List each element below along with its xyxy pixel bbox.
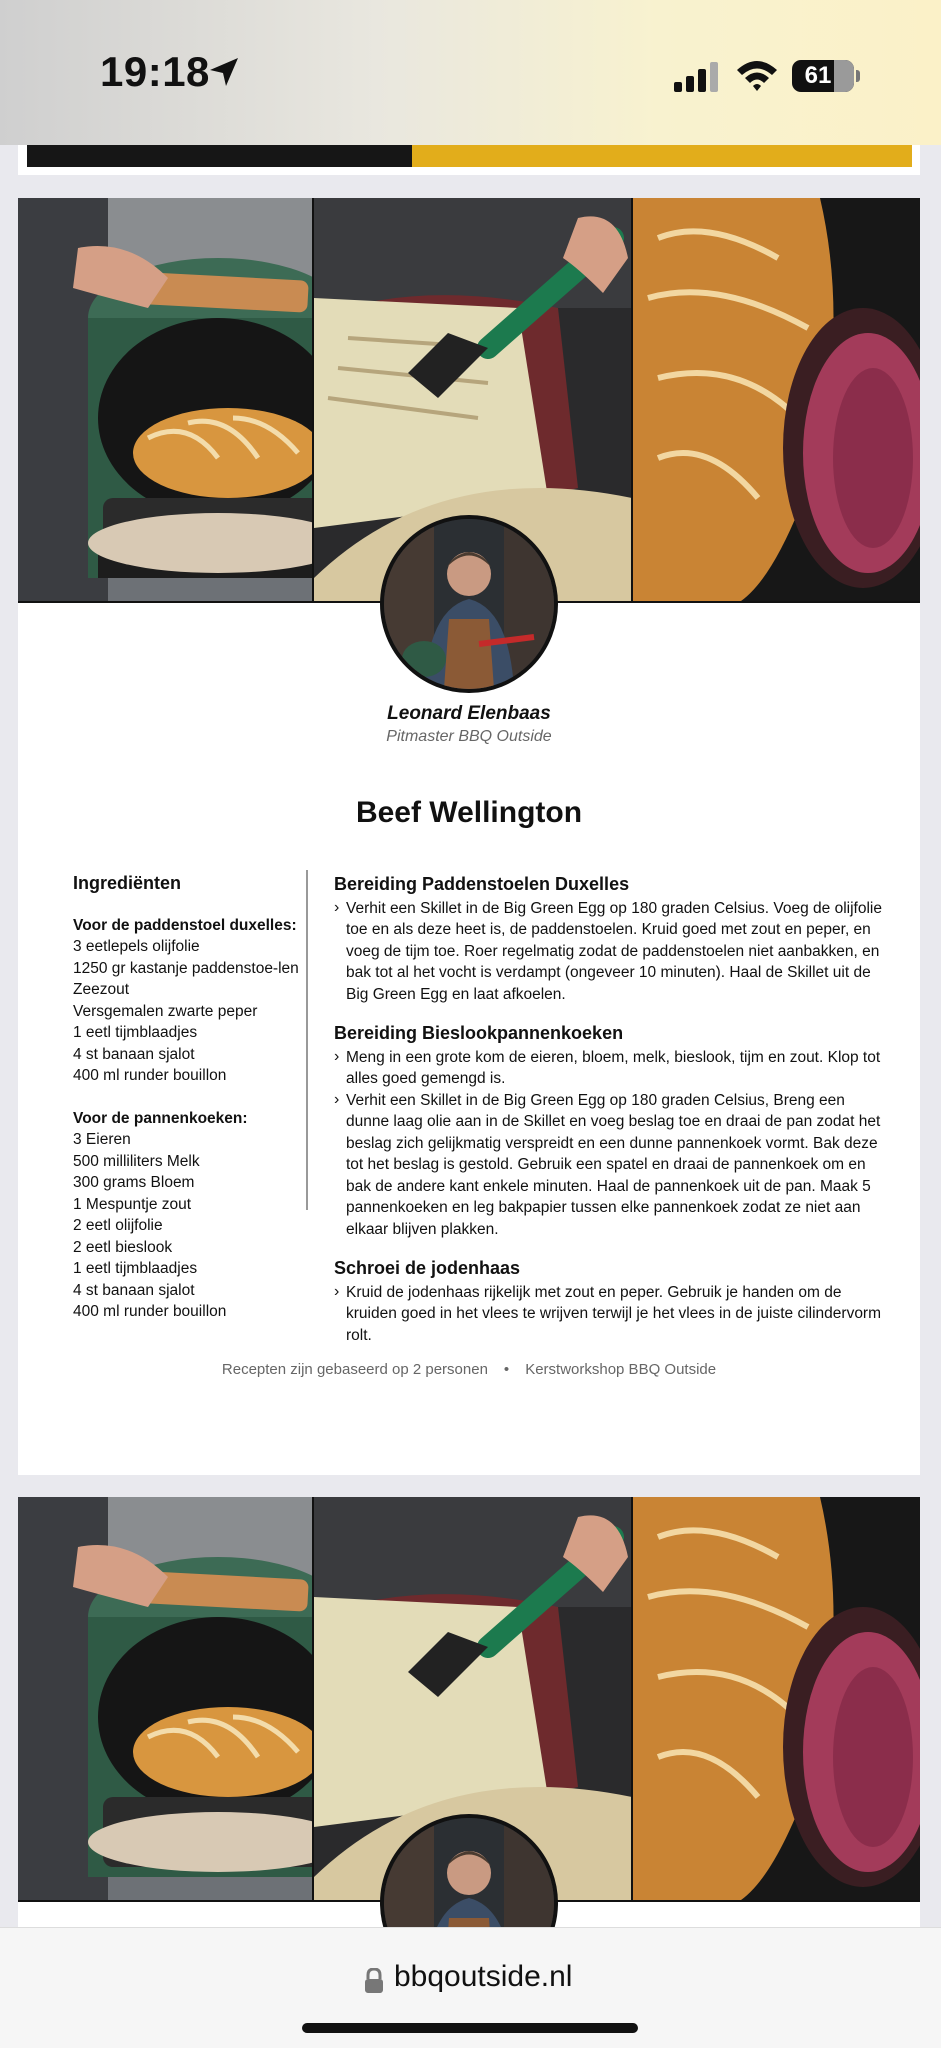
ingredient-item: 400 ml runder bouillon (73, 1067, 227, 1084)
preparation-section (334, 1258, 889, 1346)
previous-card-strip (18, 145, 920, 175)
ingredient-item: Zeezout (73, 981, 130, 998)
ingredient-item: 3 eetlepels olijfolie (73, 938, 200, 955)
ingredients-column (73, 873, 303, 1323)
recipe-title: Beef Wellington (355, 796, 583, 829)
location-arrow-icon (208, 56, 240, 88)
chef-name: Leonard Elenbaas (387, 703, 551, 724)
servings-note: Recepten zijn gebaseerd op 2 personen (221, 1361, 488, 1378)
ingredients-group-title: Voor de paddenstoel duxelles: (73, 916, 297, 934)
preparation-section (334, 874, 889, 1005)
step-text: › Verhit een Skillet in de Big Green Egg op 180 graden Celsius. Voeg de olijfolie toe en als deze heet is, de paddenstoelen. Kruid goed met zout en peper, en voeg de tijm toe. Roer regelmatig zodat de paddenstoelen niet aanbakken, en bak tot al het vocht is verdampt (ongeveer 10 minuten). Haal de Skillet uit de Big Green Egg en laat afkoelen. (334, 898, 889, 1006)
ingredients-heading: Ingrediënten (73, 873, 182, 893)
preparation-section (334, 1023, 889, 1240)
column-divider (306, 870, 308, 1210)
cellular-signal-icon (674, 62, 722, 92)
step-text: › Meng in een grote kom de eieren, bloem, melk, bieslook, tijm en zout. Klop tot alles goed gemengd is. (334, 1047, 889, 1090)
ingredient-item: 1 eetl tijmblaadjes (73, 1024, 198, 1041)
section-title: Bereiding Paddenstoelen Duxelles (334, 874, 630, 894)
ingredient-item: 1 Mespuntje zout (73, 1195, 192, 1213)
workshop-label: Kerstworkshop BBQ Outside (525, 1361, 717, 1378)
ingredient-item: 1250 gr kastanje paddenstoe-len (73, 959, 299, 977)
step-text: › Kruid de jodenhaas rijkelijk met zout en peper. Gebruik je handen om de kruiden goed in het vlees te wrijven terwijl je het vlees in de juiste cilindervorm rolt. (334, 1282, 889, 1347)
ingredient-item: 2 eetl bieslook (73, 1238, 173, 1256)
status-bar (0, 0, 941, 145)
browser-address-bar[interactable] (0, 1927, 941, 2048)
battery-icon (792, 60, 854, 92)
ingredient-item: 500 milliliters Melk (73, 1152, 200, 1170)
lock-icon (364, 1968, 384, 1994)
ingredient-item: 300 grams Bloem (73, 1174, 195, 1191)
step-text: › Verhit een Skillet in de Big Green Egg op 180 graden Celsius, Breng een dunne laag olie aan in de Skillet en voeg beslag toe en draai de pan zodat het beslag zich gelijkmatig verspreidt en een dunne pannenkoek vormt. Bak deze tot het beslag is gestold. Gebruik een spatel en draai de pannenkoek om en bak de andere kant enkele minuten. Haal de pannenkoek uit de pan. Maak 5 pannenkoeken en leg bakpapier tussen elke pannenkoek zodat ze niet aan elkaar blijven plakken. (334, 1090, 889, 1241)
wifi-icon (735, 58, 779, 92)
chef-role: Pitmaster BBQ Outside (386, 728, 552, 745)
ingredient-item: 2 eetl olijfolie (73, 1217, 163, 1234)
home-indicator[interactable] (302, 2023, 638, 2033)
ingredient-item: 4 st banaan sjalot (73, 1281, 195, 1299)
battery-level: 61 (804, 62, 832, 89)
recipe-card (18, 1497, 920, 1927)
url-text[interactable]: bbqoutside.nl (394, 1960, 573, 1993)
section-title: Schroei de jodenhaas (334, 1258, 521, 1278)
ingredients-group-title: Voor de pannenkoeken: (73, 1109, 248, 1127)
chef-avatar (380, 515, 558, 693)
ingredient-item: 3 Eieren (73, 1131, 131, 1148)
ingredient-item: Versgemalen zwarte peper (73, 1002, 258, 1020)
status-time: 19:18 (100, 48, 210, 95)
recipe-card (18, 198, 920, 1475)
preparation-column (334, 874, 889, 1364)
ingredient-item: 1 eetl tijmblaadjes (73, 1260, 198, 1277)
section-title: Bereiding Bieslookpannenkoeken (334, 1023, 624, 1043)
ingredient-item: 4 st banaan sjalot (73, 1045, 195, 1063)
ingredient-item: 400 ml runder bouillon (73, 1303, 227, 1320)
card-footer: Recepten zijn gebaseerd op 2 personen • Kerstworkshop BBQ Outside (221, 1361, 717, 1378)
